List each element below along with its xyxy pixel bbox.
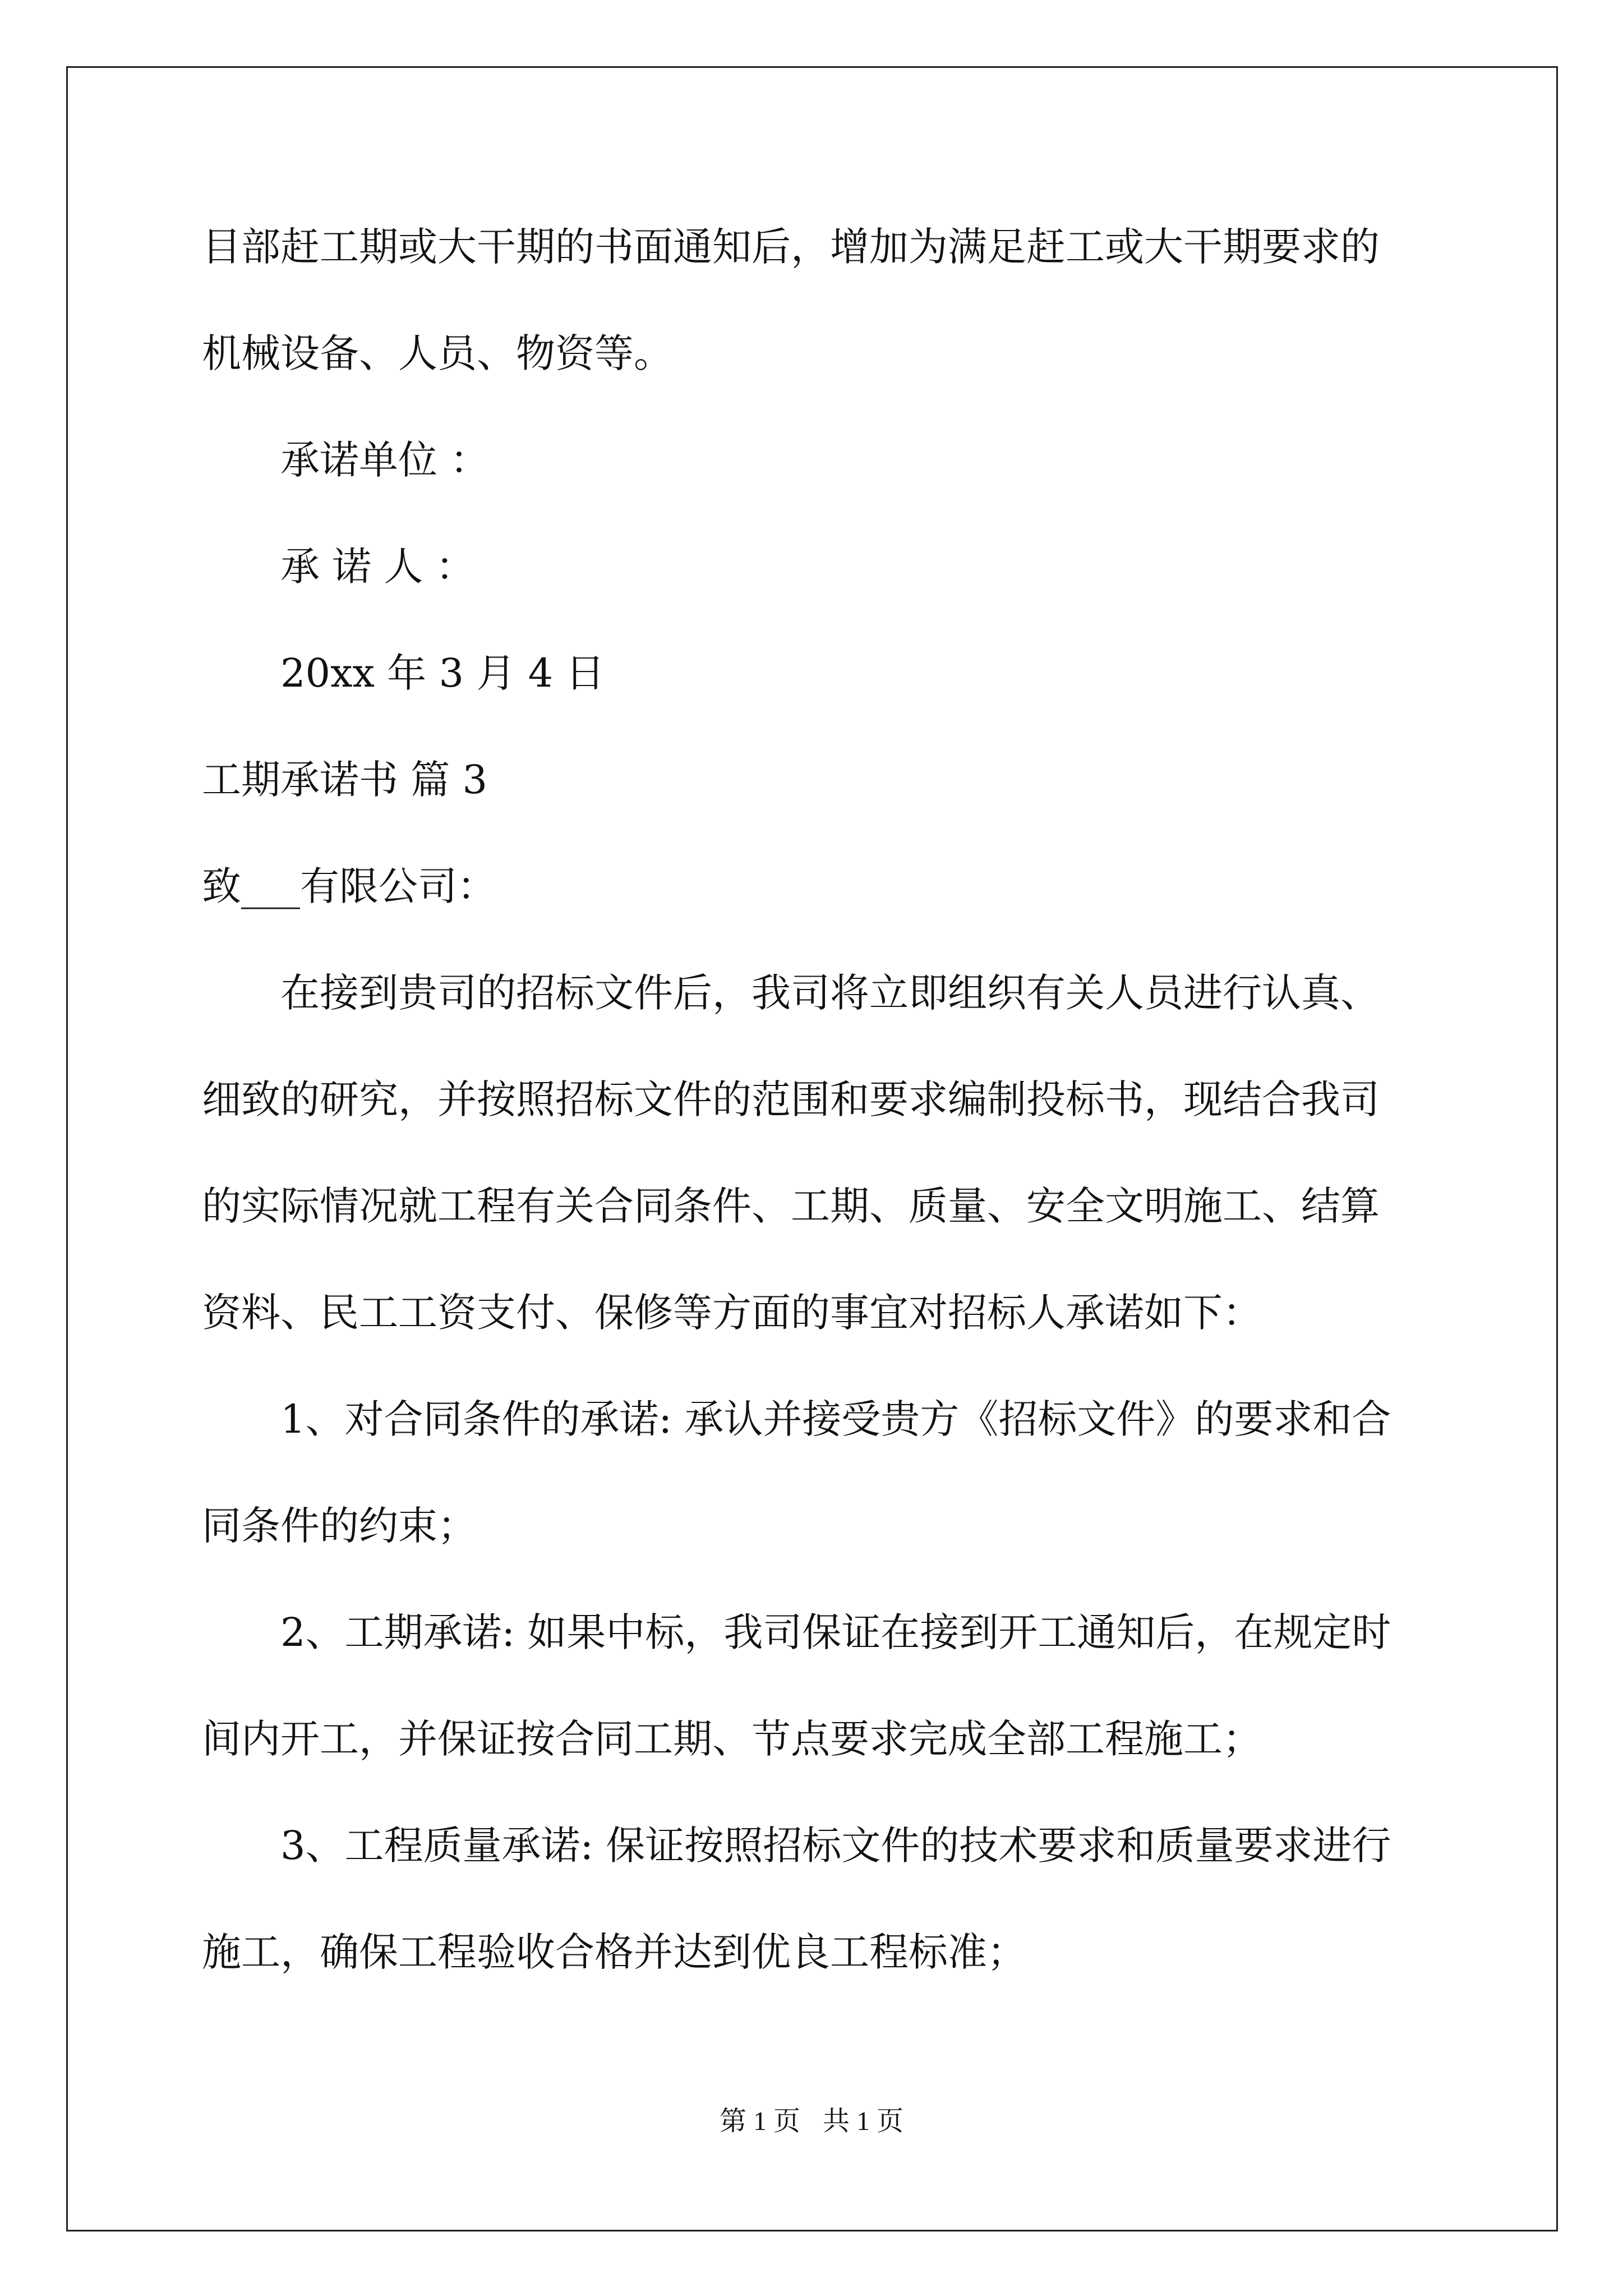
paragraph-line: 机械设备、人员、物资等。 xyxy=(202,330,673,376)
paragraph-line: 间内开工，并保证按合同工期、节点要求完成全部工程施工； xyxy=(202,1716,1262,1762)
page-footer xyxy=(0,2099,1623,2138)
signatory-person-label: 承 诺 人 ： xyxy=(280,544,475,590)
paragraph-line: 的实际情况就工程有关合同条件、工期、质量、安全文明施工、结算 xyxy=(202,1183,1380,1229)
commitment-item-1: 1、对合同条件的承诺: 承认并接受贵方《招标文件》的要求和合 xyxy=(280,1396,1391,1442)
document-body xyxy=(202,194,1436,2005)
page-number-current: 第 1 页 xyxy=(719,2106,800,2136)
section-title: 工期承诺书 篇 3 xyxy=(202,757,488,803)
paragraph-line: 同条件的约束； xyxy=(202,1503,477,1549)
paragraph-line: 资料、民工工资支付、保修等方面的事宜对招标人承诺如下： xyxy=(202,1290,1262,1336)
paragraph-line: 施工，确保工程验收合格并达到优良工程标准； xyxy=(202,1929,1026,1975)
addressee-line: 致___有限公司： xyxy=(202,863,496,909)
signatory-unit-label: 承诺单位 ： xyxy=(280,437,490,483)
signature-date: 20xx 年 3 月 4 日 xyxy=(280,650,605,696)
commitment-item-3: 3、工程质量承诺: 保证按照招标文件的技术要求和质量要求进行 xyxy=(280,1823,1391,1869)
commitment-item-2: 2、工期承诺: 如果中标，我司保证在接到开工通知后，在规定时 xyxy=(280,1609,1391,1655)
paragraph-line: 细致的研究，并按照招标文件的范围和要求编制投标书，现结合我司 xyxy=(202,1076,1380,1122)
paragraph-line: 在接到贵司的招标文件后，我司将立即组织有关人员进行认真、 xyxy=(280,970,1380,1016)
paragraph-line: 目部赶工期或大干期的书面通知后，增加为满足赶工或大干期要求的 xyxy=(202,224,1380,270)
page-number-total: 共 1 页 xyxy=(823,2106,904,2136)
